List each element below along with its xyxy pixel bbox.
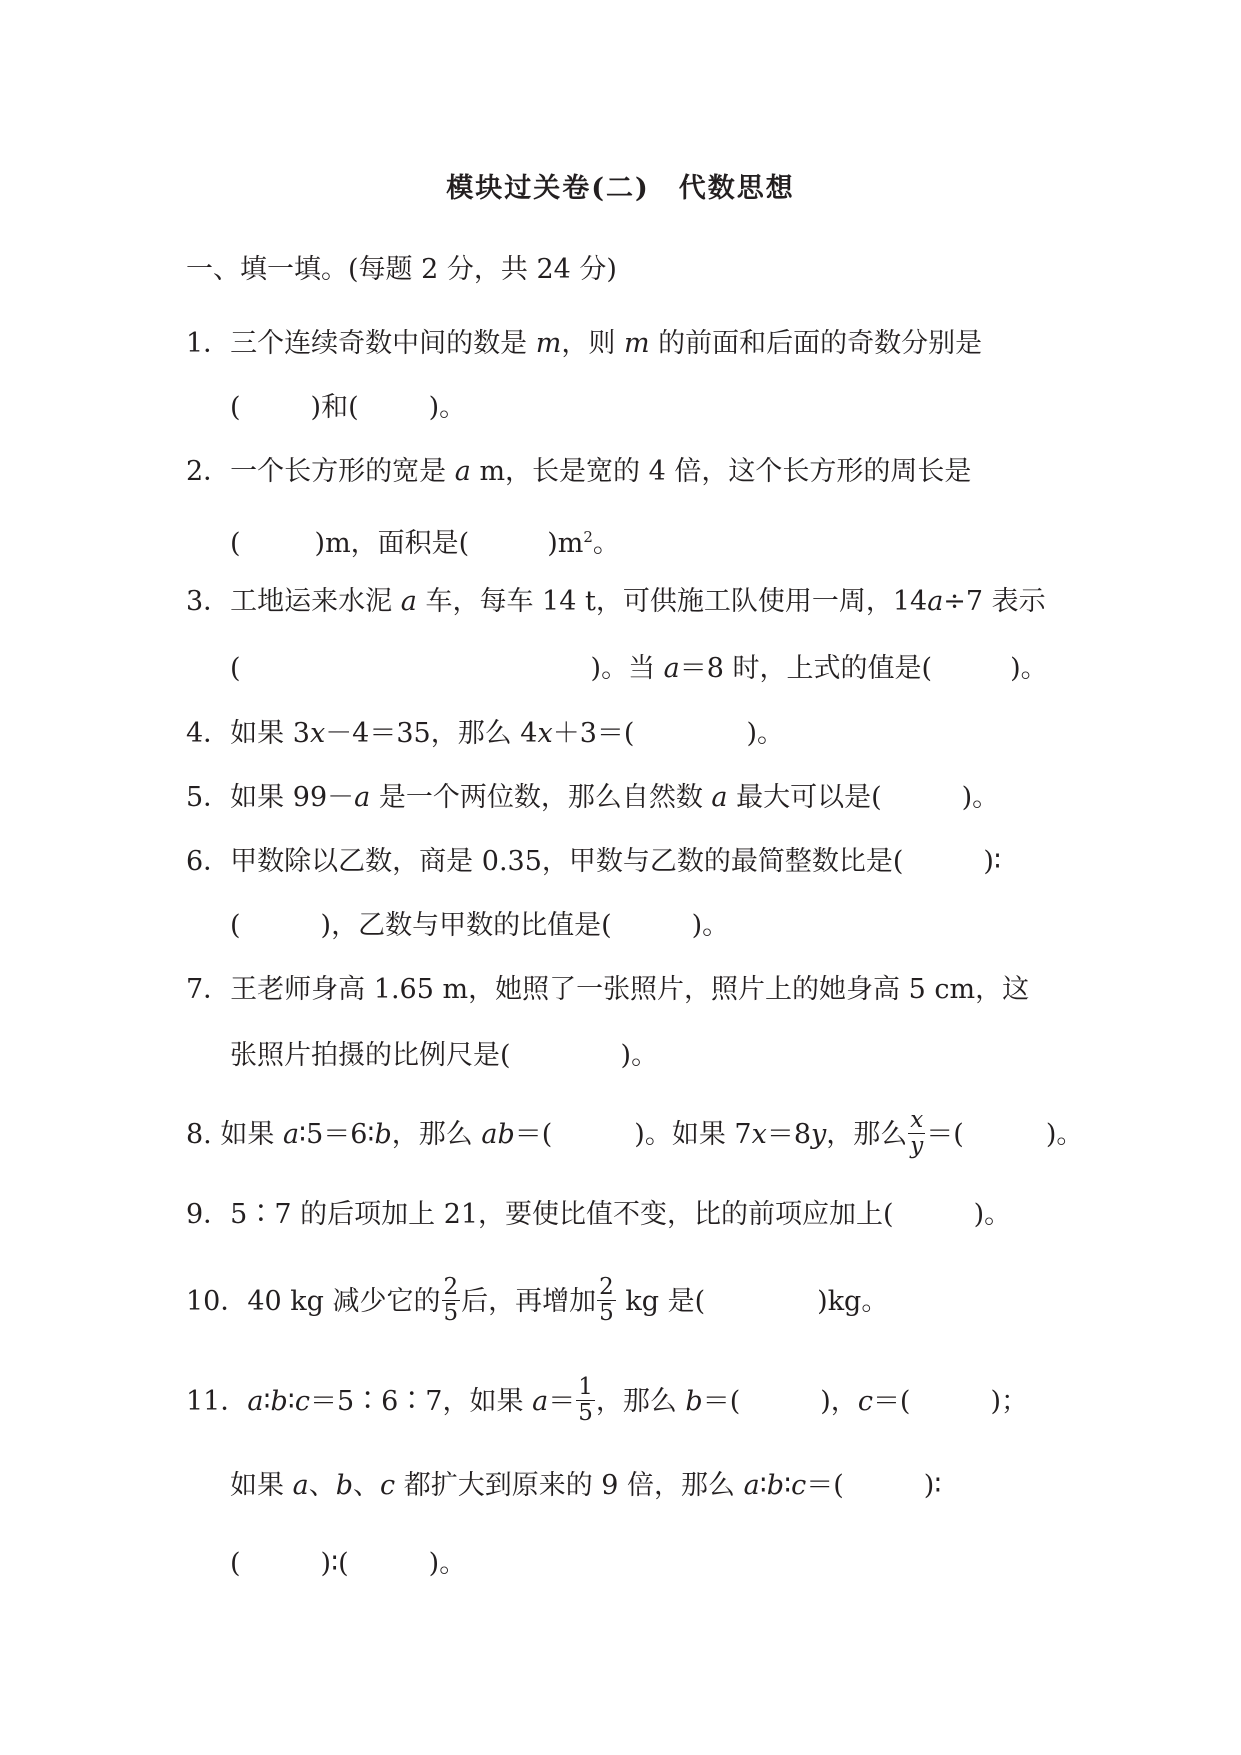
page-title: 模块过关卷(二) 代数思想 (446, 173, 795, 204)
question-3-line-2: ( )。当 a＝8 时，上式的值是( )。 (230, 653, 1048, 684)
question-9: 9．5∶7 的后项加上 21，要使比值不变，比的前项应加上( )。 (186, 1199, 1012, 1230)
question-1-line-1: 1．三个连续奇数中间的数是 m，则 m 的前面和后面的奇数分别是 (186, 328, 983, 359)
question-1-line-2: ( )和( )。 (230, 392, 467, 423)
question-5: 5．如果 99－a 是一个两位数，那么自然数 a 最大可以是( )。 (186, 782, 1000, 813)
fraction-one-fifth: $\frac{1}{5}$ (578, 1374, 593, 1426)
fraction-x-over-y: $\frac{x}{y}$ (910, 1107, 924, 1159)
fraction-two-fifths: $\frac{2}{5}$ (599, 1274, 614, 1326)
question-2-line-1: 2．一个长方形的宽是 a m，长是宽的 4 倍，这个长方形的周长是 (186, 456, 972, 487)
question-11-line-3: ( )∶( )。 (230, 1548, 467, 1579)
question-11-line-2: 如果 a、b、c 都扩大到原来的 9 倍，那么 a∶b∶c＝( )∶ (230, 1470, 942, 1501)
fraction-two-fifths: $\frac{2}{5}$ (443, 1274, 459, 1326)
question-4: 4．如果 3x－4＝35，那么 4x＋3＝( )。 (186, 718, 784, 749)
question-6-line-2: ( )，乙数与甲数的比值是( )。 (230, 910, 730, 941)
question-2-line-2: ( )m，面积是( )$m^2$。 (230, 528, 620, 559)
question-6-line-1: 6．甲数除以乙数，商是 0.35，甲数与乙数的最简整数比是( )∶ (186, 846, 1001, 877)
question-7-line-2: 张照片拍摄的比例尺是( )。 (230, 1040, 659, 1071)
question-7-line-1: 7．王老师身高 1.65 m，她照了一张照片，照片上的她身高 5 cm，这 (186, 974, 1030, 1005)
question-3-line-1: 3．工地运来水泥 a 车，每车 14 t，可供施工队使用一周，14a÷7 表示 (186, 586, 1046, 617)
question-10: 10．40 kg 减少它的 $\frac{2}{5}$ 后，再增加 $\frac{2}{5}$ kg 是( )kg。 (186, 1274, 889, 1326)
question-11-line-1: 11．a∶b∶c＝5∶6∶7，如果 a＝ $\frac{1}{5}$ ，那么 b＝( )，c＝( )； (186, 1374, 1029, 1426)
section-heading: 一、填一填。(每题 2 分，共 24 分) (186, 254, 617, 285)
question-8: 8. 如果 a∶5＝6∶b，那么 ab＝( )。如果 7x＝8y，那么 $\frac{x}{y}$ ＝( )。 (186, 1107, 1084, 1159)
